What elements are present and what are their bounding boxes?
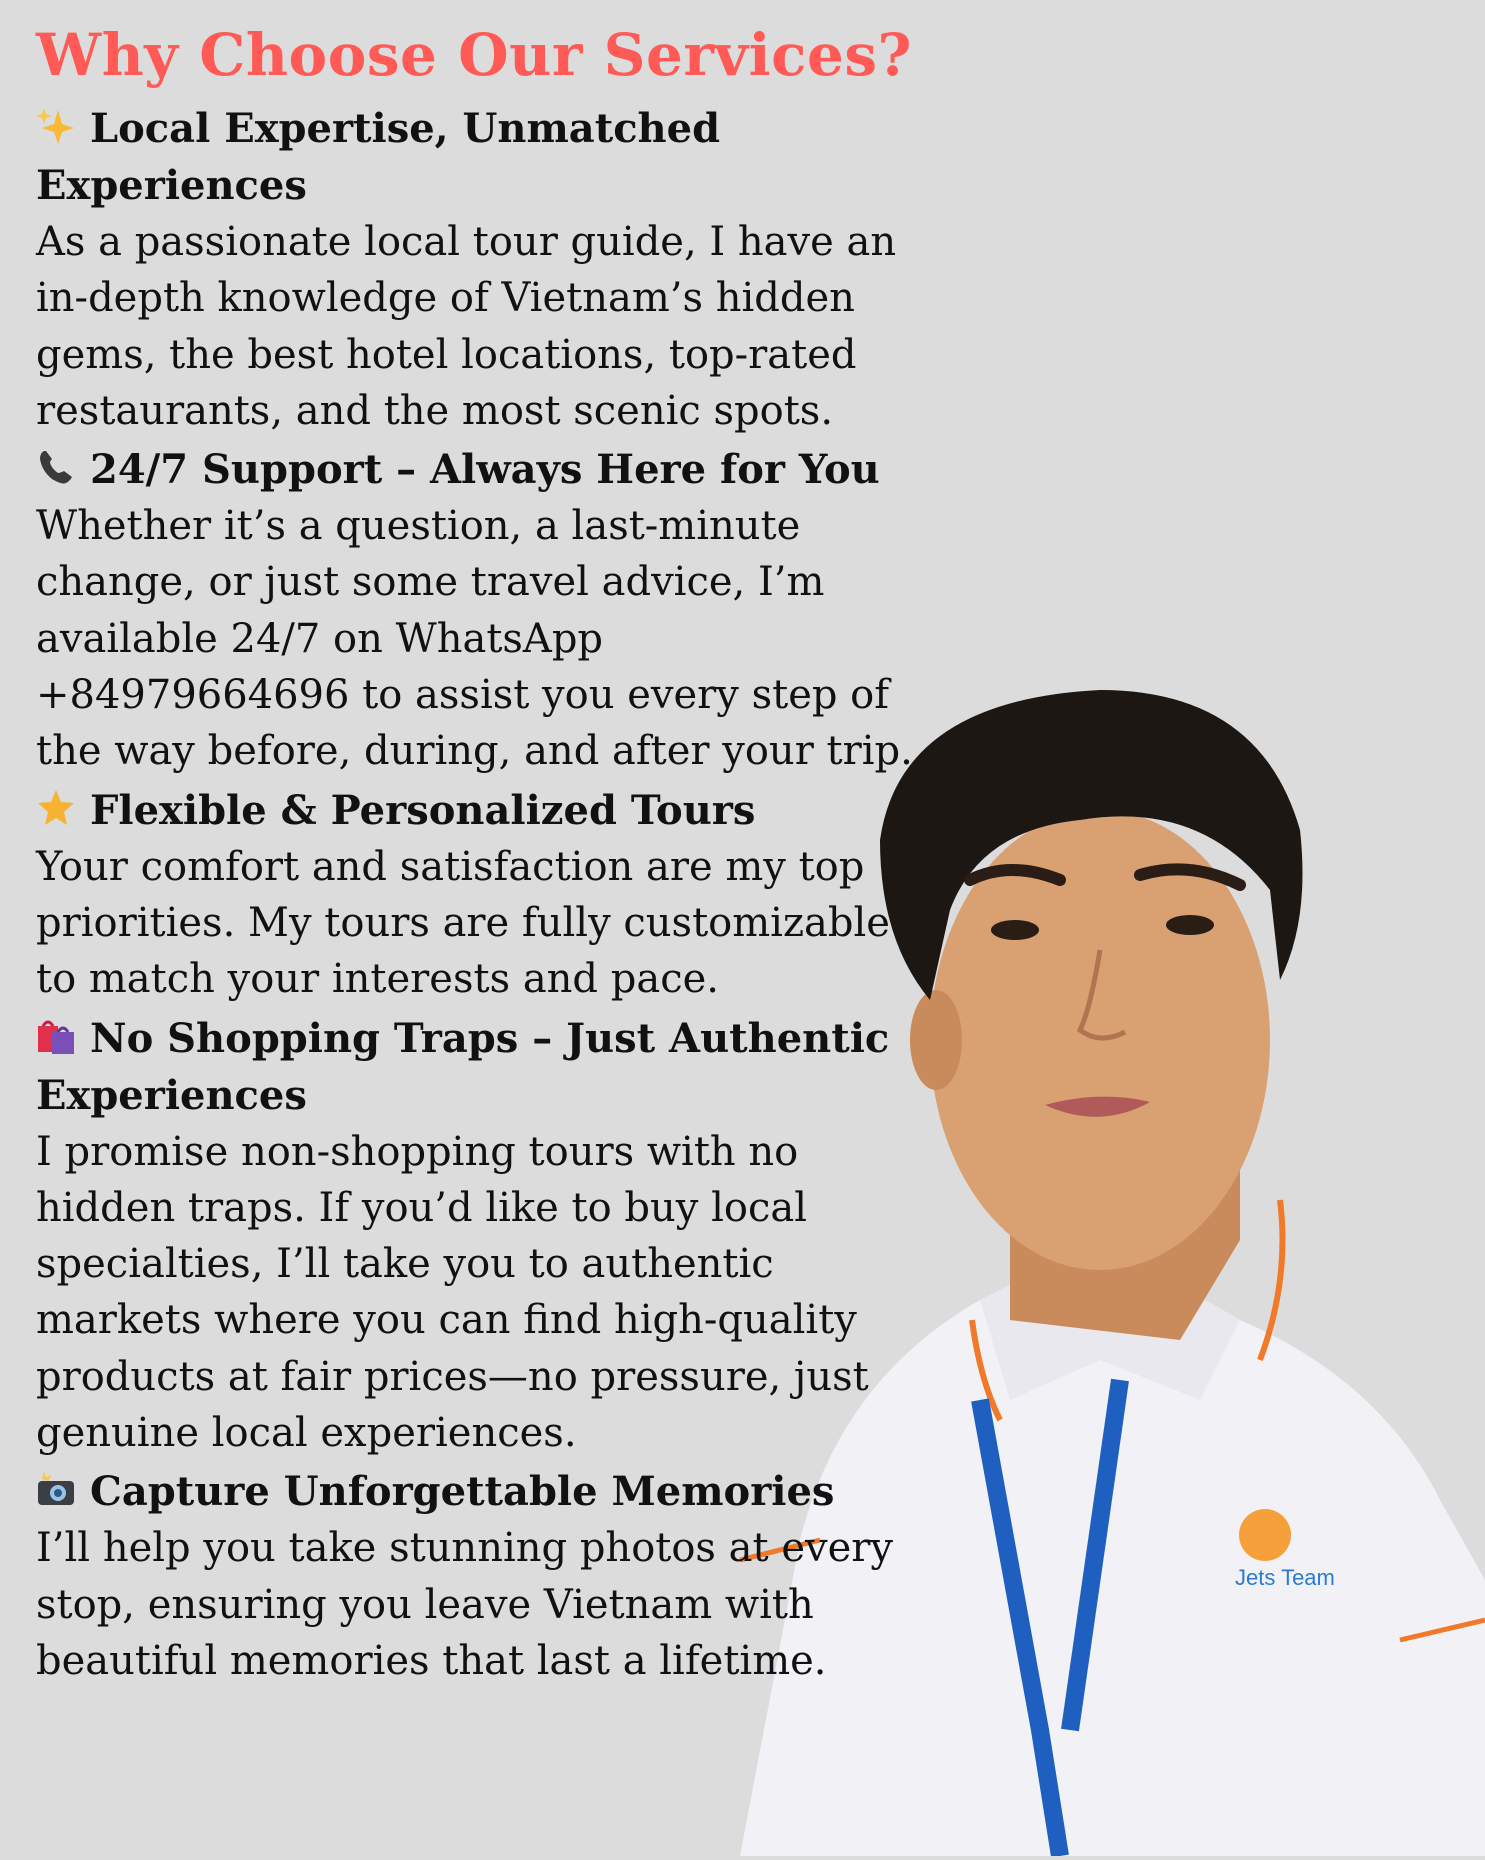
feature-body: As a passionate local tour guide, I have an in-depth knowledge of Vietnam’s hidden gems, the best hotel locations, top-rated restaurants, and the most scenic spots. — [36, 219, 897, 434]
feature-title: Capture Unforgettable Memories — [90, 1468, 835, 1516]
camera-flash-icon — [36, 1469, 76, 1509]
page-title: Why Choose Our Services? — [36, 21, 913, 89]
feature-title: Local Expertise, Unmatched Experiences — [36, 105, 721, 209]
portrait-badge-text: Jets Team — [1235, 1565, 1335, 1590]
telephone-icon — [36, 447, 76, 487]
feature-local-expertise — [36, 100, 926, 439]
feature-body: Whether it’s a question, a last-minute change, or just some travel advice, I’m available 24/7 on WhatsApp +84979664696 to assist you every step of the way before, during, and after your trip. — [36, 503, 913, 775]
feature-body: I promise non-shopping tours with no hidden traps. If you’d like to buy local specialties, I’ll take you to authentic markets where you can find high-quality products at fair prices—no pressure, just genuine local experiences. — [36, 1128, 869, 1457]
feature-title: 24/7 Support – Always Here for You — [90, 446, 880, 494]
feature-title: No Shopping Traps – Just Authentic Experiences — [36, 1014, 890, 1119]
feature-body: I’ll help you take stunning photos at every stop, ensuring you leave Vietnam with beautiful memories that last a lifetime. — [36, 1525, 893, 1684]
feature-memories — [36, 1463, 926, 1689]
feature-body: Your comfort and satisfaction are my top priorities. My tours are fully customizable to match your interests and pace. — [36, 843, 890, 1003]
feature-no-shopping — [36, 1010, 926, 1462]
shopping-bags-icon — [36, 1016, 76, 1056]
sparkles-icon — [36, 106, 76, 146]
feature-title: Flexible & Personalized Tours — [90, 786, 756, 834]
services-section — [36, 14, 926, 1691]
star-icon — [36, 788, 76, 828]
feature-support — [36, 441, 926, 779]
feature-flexible-tours — [36, 782, 926, 1008]
